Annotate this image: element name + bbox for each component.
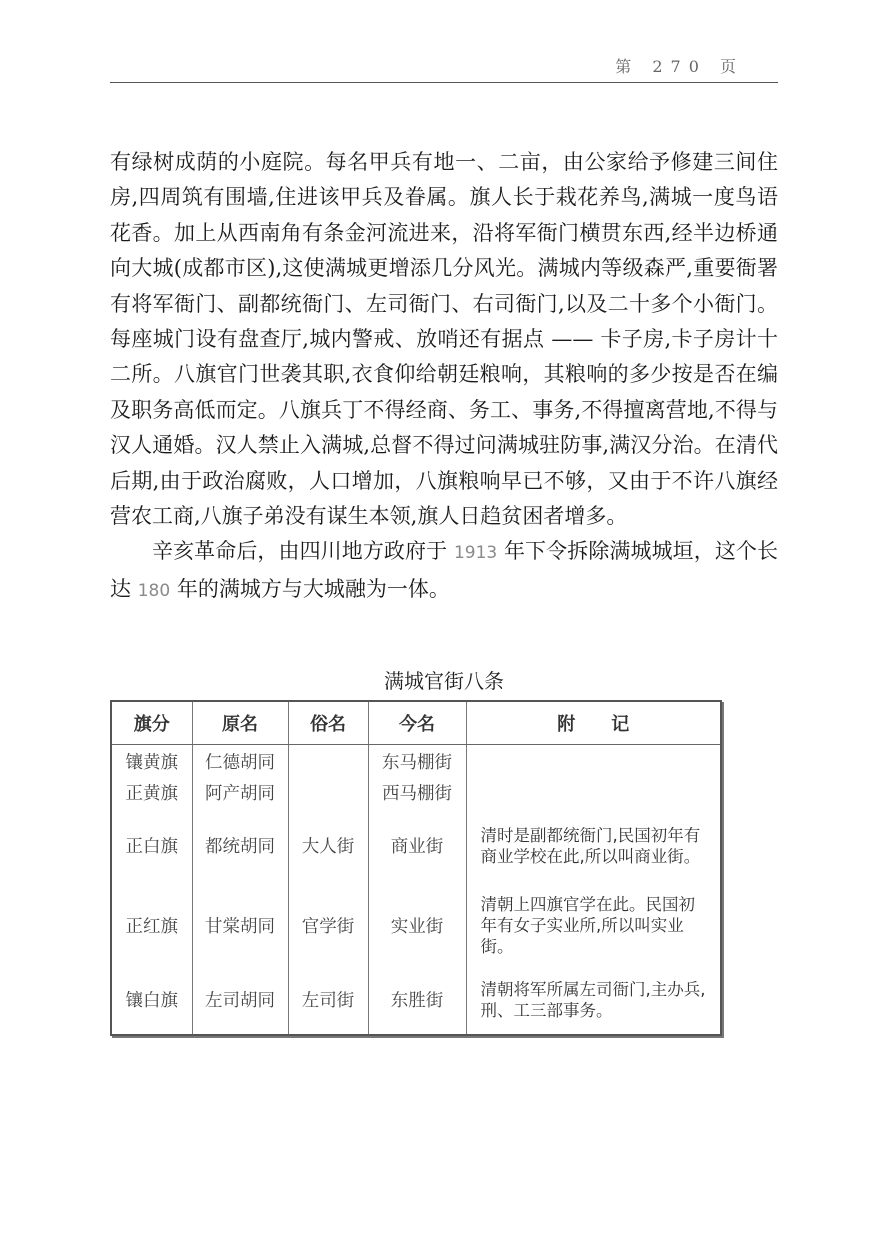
table-cell: 左司胡同	[192, 966, 288, 1035]
table-cell: 商业街	[368, 806, 466, 886]
page-number: 第 270 页	[615, 57, 744, 76]
table-cell: 正黄旗	[112, 776, 192, 806]
table-header-row	[112, 702, 720, 745]
table-cell	[466, 745, 720, 776]
year-number: 1913	[453, 543, 498, 564]
table-cell: 左司街	[288, 966, 368, 1035]
table-row	[112, 806, 720, 886]
body-text	[110, 145, 778, 609]
table-cell: 都统胡同	[192, 806, 288, 886]
table-row	[112, 966, 720, 1035]
table-cell: 西马棚街	[368, 776, 466, 806]
table-cell: 官学街	[288, 886, 368, 966]
table-row	[112, 745, 720, 776]
table-cell: 正白旗	[112, 806, 192, 886]
column-header: 旗分	[112, 702, 192, 745]
table-cell: 镶黄旗	[112, 745, 192, 776]
table-title: 满城官街八条	[384, 669, 504, 693]
table-cell: 正红旗	[112, 886, 192, 966]
column-header: 俗名	[288, 702, 368, 745]
streets-table	[110, 700, 722, 1036]
table-cell: 清时是副都统衙门,民国初年有商业学校在此,所以叫商业街。	[480, 825, 701, 866]
table-cell: 东胜街	[368, 966, 466, 1035]
table-row	[112, 776, 720, 806]
page-header	[110, 50, 778, 83]
table-row	[112, 886, 720, 966]
table-cell: 大人街	[288, 806, 368, 886]
table-cell: 清朝上四旗官学在此。民国初年有女子实业所,所以叫实业街。	[480, 895, 695, 956]
paragraph: 有绿树成荫的小庭院。每名甲兵有地一、二亩，由公家给予修建三间住房,四周筑有围墙,住进该甲兵及眷属。旗人长于栽花养鸟,满城一度鸟语花香。加上从西南角有条金河流进来，沿将军衙门横贯东西,经半边桥通向大城(成都市区),这使满城更增添几分风光。满城内等级森严,重要衙署有将军衙门、副都统衙门、左司衙门、右司衙门,以及二十多个小衙门。每座城门设有盘查厅,城内警戒、放哨还有据点 —— 卡子房,卡子房计十二所。八旗官门世袭其职,衣食仰给朝廷粮响，其粮响的多少按是否在编及职务高低而定。八旗兵丁不得经商、务工、事务,不得擅离营地,不得与汉人通婚。汉人禁止入满城,总督不得过问满城驻防事,满汉分治。在清代后期,由于政治腐败，人口增加，八旗粮响早已不够，又由于不许八旗经营农工商,八旗子弟没有谋生本领,旗人日趋贫困者增多。	[110, 150, 778, 529]
duration-number: 180	[137, 580, 171, 601]
table-cell: 阿产胡同	[192, 776, 288, 806]
column-header: 附 记	[466, 702, 720, 745]
table-cell: 镶白旗	[112, 966, 192, 1035]
table-cell	[466, 776, 720, 806]
table-cell	[288, 745, 368, 776]
table-cell: 东马棚街	[368, 745, 466, 776]
table-cell: 清朝将军所属左司衙门,主办兵,刑、工三部事务。	[480, 979, 706, 1020]
column-header: 今名	[368, 702, 466, 745]
table-cell: 甘棠胡同	[192, 886, 288, 966]
table-cell: 实业街	[368, 886, 466, 966]
paragraph: 辛亥革命后，由四川地方政府于 1913 年下令拆除满城城垣，这个长达 180 年的满城方与大城融为一体。	[110, 539, 778, 601]
column-header: 原名	[192, 702, 288, 745]
table-cell	[288, 776, 368, 806]
table-cell: 仁德胡同	[192, 745, 288, 776]
